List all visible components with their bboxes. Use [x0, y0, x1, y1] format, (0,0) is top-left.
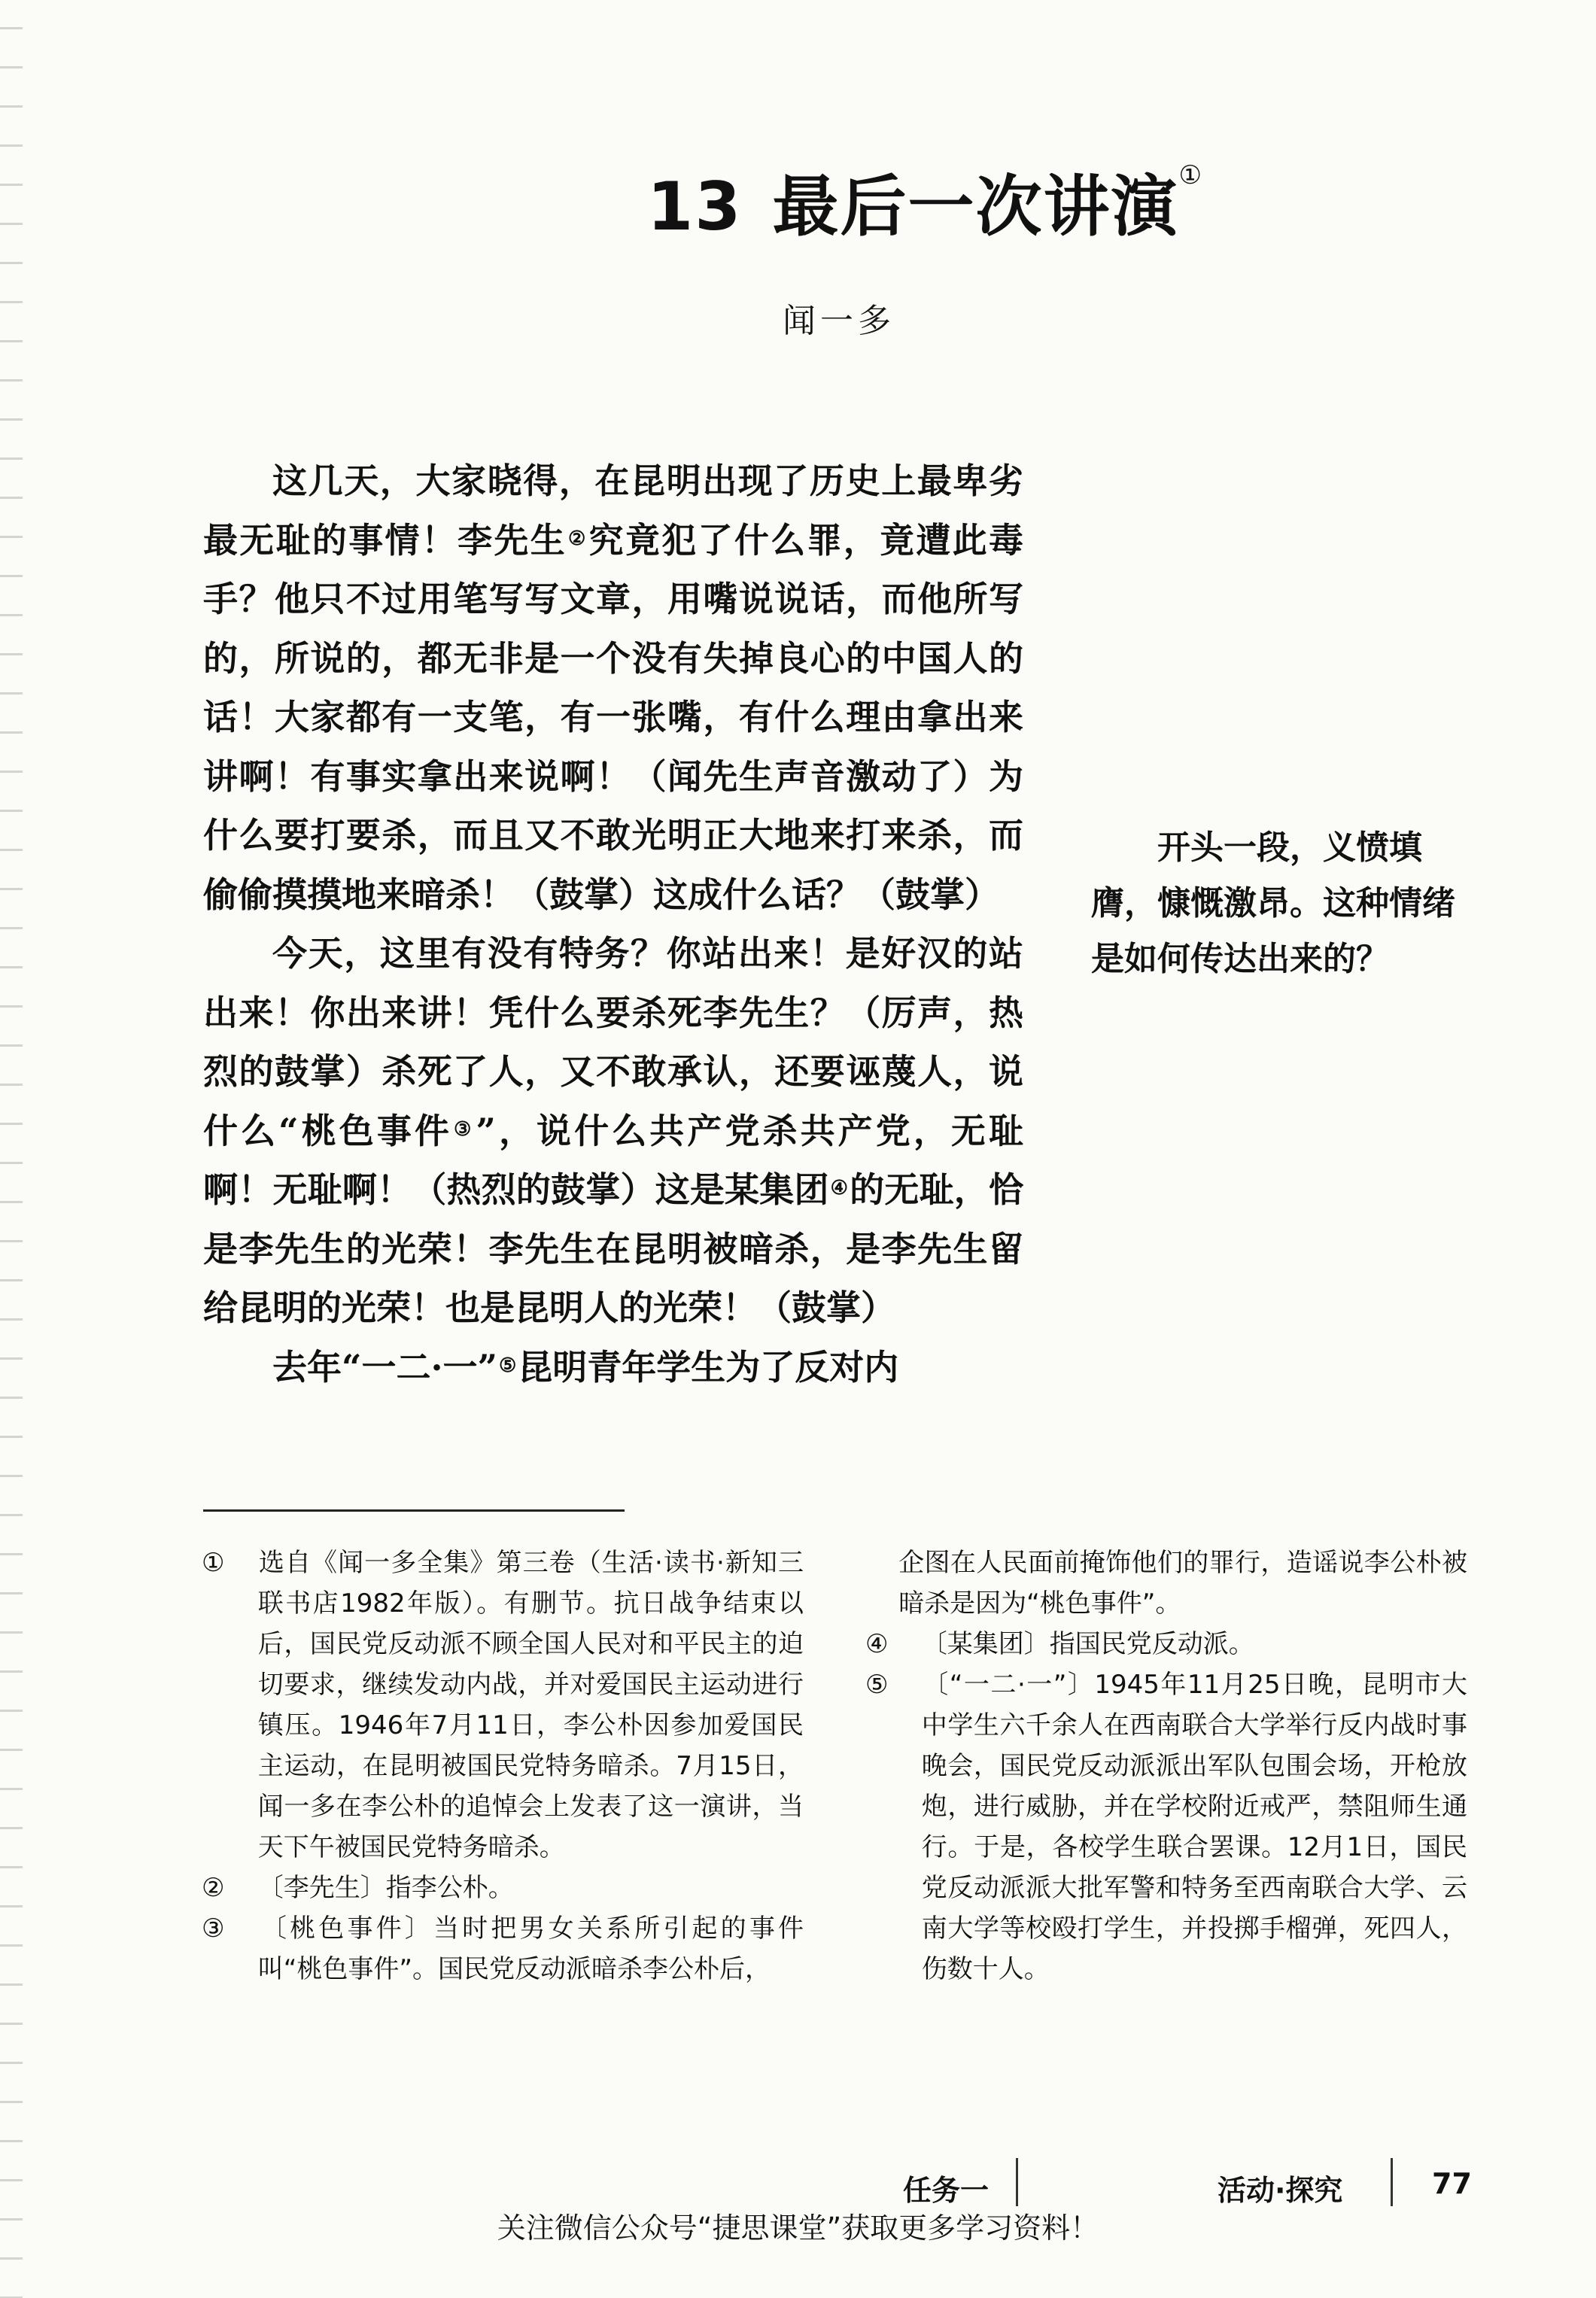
- footnote-marker: ③: [202, 1913, 225, 1944]
- footnote-5: [865, 1664, 1467, 1989]
- binding-edge: [0, 0, 23, 2298]
- author: 闻一多: [783, 302, 895, 340]
- footer-divider: [1016, 2158, 1018, 2206]
- watermark-text: 关注微信公众号“捷思课堂”获取更多学习资料！: [497, 2211, 1099, 2245]
- footnote-text: 〔李先生〕指李公朴。: [257, 1873, 514, 1903]
- paragraph-text: 究竟犯了什么罪，竟遭此毒手？他只不过用笔写写文章，用嘴说说话，而他所写的，所说的，都无非是一个没有失掉良心的中国人的话！大家都有一支笔，有一张嘴，有什么理由拿出来讲啊！有事实拿出来说啊！（闻先生声音激动了）为什么要打要杀，而且又不敢光明正大地来打来杀，而偷偷摸摸地来暗杀！（鼓掌）这成什么话？（鼓掌）: [203, 519, 1024, 915]
- footnote-marker: ②: [202, 1873, 225, 1903]
- speech-text: [203, 451, 1023, 1397]
- title-footnote-mark: ①: [1178, 160, 1203, 190]
- paragraph-3: [203, 1338, 1023, 1397]
- footer-section: 活动·探究: [1218, 2174, 1343, 2207]
- footer-divider: [1391, 2158, 1393, 2206]
- footer-task: 任务一: [903, 2174, 990, 2207]
- paragraph-1: [203, 451, 1023, 924]
- footnote-marker: ⑤: [865, 1670, 889, 1700]
- footnote-divider: [203, 1509, 625, 1512]
- footnote-1: [202, 1543, 804, 1868]
- paragraph-text: 今天，这里有没有特务？你站出来！是好汉的站出来！你出来讲！凭什么要杀死李先生？（厉声，热烈的鼓掌）杀死了人，又不敢承认，还要诬蔑人，说什么“桃色事件: [203, 933, 1023, 1151]
- page-number: 77: [1432, 2167, 1472, 2200]
- paragraph-2: [203, 924, 1023, 1338]
- margin-note: [1091, 820, 1475, 987]
- footnote-text: 〔桃色事件〕当时把男女关系所引起的事件叫“桃色事件”。国民党反动派暗杀李公朴后，: [257, 1913, 804, 1984]
- lesson-title-text: 最后一次讲演: [772, 167, 1179, 245]
- footnote-marker: ④: [865, 1629, 889, 1659]
- footnote-text: 选自《闻一多全集》第三卷（生活·读书·新知三联书店1982年版）。有删节。抗日战争结束以后，国民党反动派不顾全国人民对和平民主的迫切要求，继续发动内战，并对爱国民主运动进行镇压。1946年7月11日，李公朴因参加爱国民主运动，在昆明被国民党特务暗杀。7月15日，闻一多在李公朴的追悼会上发表了这一演讲，当天下午被国民党特务暗杀。: [257, 1548, 804, 1862]
- paragraph-text: 的无耻，恰是李先生的光荣！李先生在昆明被暗杀，是李先生留给昆明的光荣！也是昆明人的光荣！（鼓掌）: [203, 1169, 1024, 1328]
- margin-note-text: 开头一段，义愤填膺，慷慨激昂。这种情绪是如何传达出来的？: [1091, 828, 1455, 978]
- footnote-ref-5[interactable]: ⑤: [498, 1354, 517, 1377]
- lesson-title: [647, 154, 1203, 249]
- paragraph-text: 昆明青年学生为了反对内: [518, 1346, 899, 1388]
- paragraph-text: 去年“一二·一”: [272, 1346, 497, 1388]
- paragraph-text: ”，说什么共产党杀共产党，无耻啊！无耻啊！（热烈的鼓掌）这是某集团: [203, 1110, 1023, 1210]
- footnote-marker: ①: [202, 1548, 225, 1578]
- footnote-text: 〔某集团〕指国民党反动派。: [921, 1629, 1254, 1659]
- paragraph-text: 这几天，大家晓得，在昆明出现了历史上最卑劣最无耻的事情！李先生: [203, 461, 1023, 561]
- footnote-4: [865, 1624, 1467, 1664]
- footnote-3-continued: 企图在人民面前掩饰他们的罪行，造谣说李公朴被暗杀是因为“桃色事件”。: [898, 1548, 1467, 1619]
- footnotes-left: [202, 1543, 804, 1989]
- footnote-3: [202, 1908, 804, 1989]
- lesson-number: 13: [647, 168, 743, 245]
- footnote-ref-4[interactable]: ④: [830, 1177, 849, 1199]
- footnote-text: 〔“一二·一”〕1945年11月25日晚，昆明市大中学生六千余人在西南联合大学举行反内战时事晚会，国民党反动派派出军队包围会场，开枪放炮，进行威胁，并在学校附近戒严，禁阻师生通行。于是，各校学生联合罢课。12月1日，国民党反动派派大批军警和特务至西南联合大学、云南大学等校殴打学生，并投掷手榴弹，死四人，伤数十人。: [921, 1670, 1467, 1984]
- footnote-ref-2[interactable]: ②: [568, 527, 588, 550]
- footnote-2: [202, 1868, 804, 1908]
- footnotes-right: [865, 1543, 1467, 1989]
- footnote-ref-3[interactable]: ③: [454, 1117, 475, 1141]
